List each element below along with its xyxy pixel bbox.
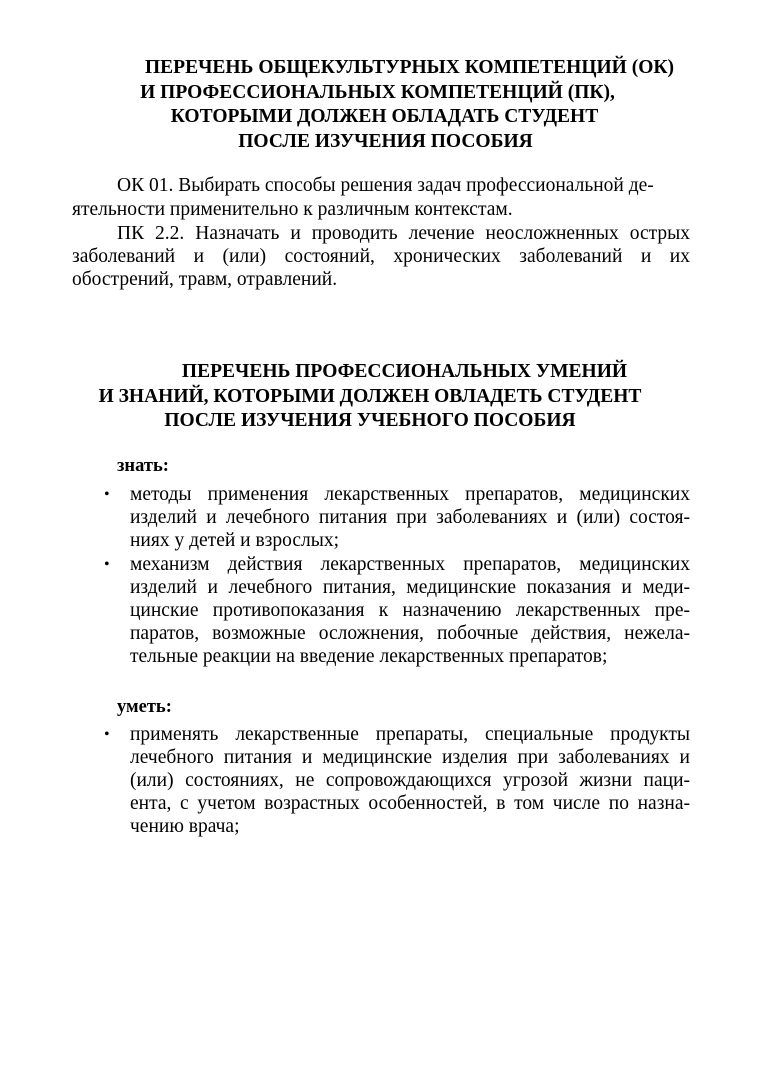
paragraph-line: ОК 01. Выбирать способы решения задач профессиональной де- xyxy=(117,175,654,196)
skills-knowledge-heading xyxy=(60,360,705,434)
heading-line: ПЕРЕЧЕНЬ ПРОФЕССИОНАЛЬНЫХ УМЕНИЙ xyxy=(181,361,628,382)
list-item-line: лечебного питания и медицинские изделия при заболеваниях и xyxy=(130,747,690,768)
list-item-line: изделий и лечебного питания, медицинские показания и меди- xyxy=(130,577,690,598)
list-item-line: изделий и лечебного питания при заболеваниях и (или) состоя- xyxy=(130,507,690,528)
list-item-line: тельные реакции на введение лекарственных препаратов; xyxy=(130,646,608,667)
bullet-icon: • xyxy=(104,486,110,503)
list-item-line: ента, с учетом возрастных особенностей, в том числе по назна- xyxy=(130,793,690,814)
heading-line: ПЕРЕЧЕНЬ ОБЩЕКУЛЬТУРНЫХ КОМПЕТЕНЦИЙ (ОК) xyxy=(144,57,675,78)
heading-line: ПОСЛЕ ИЗУЧЕНИЯ УЧЕБНОГО ПОСОБИЯ xyxy=(164,410,576,431)
heading-line: И ПРОФЕССИОНАЛЬНЫХ КОМПЕТЕНЦИЙ (ПК), xyxy=(140,81,615,103)
heading-line: И ЗНАНИЙ, КОТОРЫМИ ДОЛЖЕН ОВЛАДЕТЬ СТУДЕНТ xyxy=(98,385,642,407)
know-label: знать: xyxy=(117,456,169,476)
list-item-line: ниях у детей и взрослых; xyxy=(130,530,340,551)
paragraph-line: ятельности применительно к различным контекстам. xyxy=(72,199,513,220)
list-item-line: паратов, возможные осложнения, побочные действия, нежела- xyxy=(130,623,690,644)
bullet-icon: • xyxy=(104,726,110,743)
list-item-line: (или) состояниях, не сопровождающихся угрозой жизни паци- xyxy=(130,770,690,791)
list-item-line: чению врача; xyxy=(130,816,240,837)
list-item-line: механизм действия лекарственных препаратов, медицинских xyxy=(130,554,690,575)
paragraph-line: ПК 2.2. Назначать и проводить лечение неосложненных острых xyxy=(117,223,690,244)
heading-line: ПОСЛЕ ИЗУЧЕНИЯ ПОСОБИЯ xyxy=(238,130,533,152)
list-item-line: методы применения лекарственных препаратов, медицинских xyxy=(130,484,690,505)
skills-label: уметь: xyxy=(117,697,172,717)
paragraph-line: обострений, травм, отравлений. xyxy=(72,269,338,290)
paragraph-line: заболеваний и (или) состояний, хронических заболеваний и их xyxy=(72,246,690,267)
heading-line: КОТОРЫМИ ДОЛЖЕН ОБЛАДАТЬ СТУДЕНТ xyxy=(170,106,599,127)
competencies-heading xyxy=(60,56,705,154)
list-item-line: цинские противопоказания к назначению лекарственных пре- xyxy=(130,600,690,621)
list-item-line: применять лекарственные препараты, специальные продукты xyxy=(130,724,690,745)
bullet-icon: • xyxy=(104,556,110,573)
